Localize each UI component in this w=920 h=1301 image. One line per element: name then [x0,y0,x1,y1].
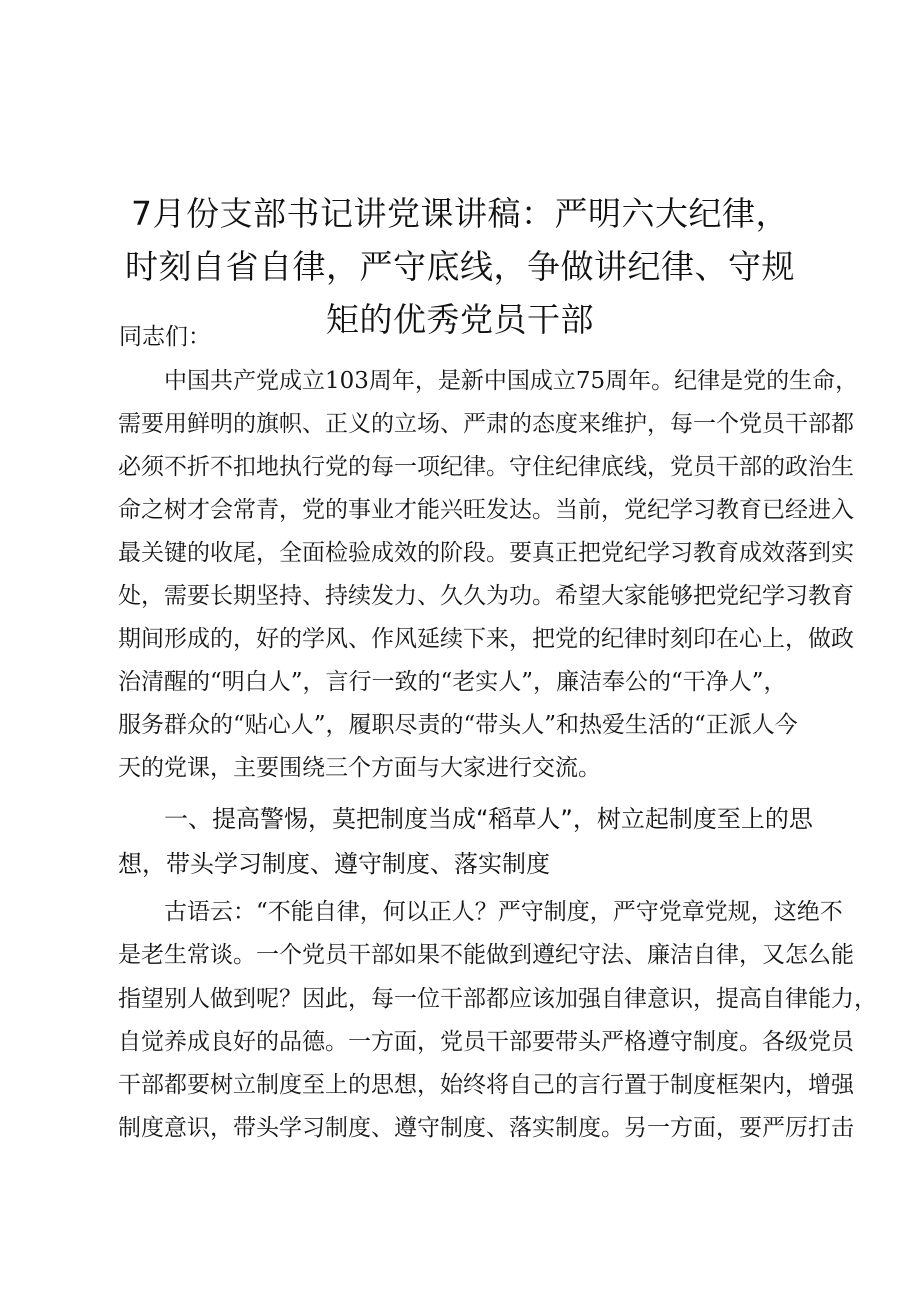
paragraph-line: 最关键的收尾，全面检验成效的阶段。要真正把党纪学习教育成效落到实 [118,540,854,566]
paragraph-line: 是老生常谈。一个党员干部如果不能做到遵纪守法、廉洁自律，又怎么能 [118,942,854,968]
paragraph-line: 指望别人做到呢？因此，每一位干部都应该加强自律意识，提高自律能力， [118,986,877,1012]
title-line: 7月份支部书记讲党课讲稿：严明六大纪律， [131,194,789,234]
paragraph-line: 制度意识，带头学习制度、遵守制度、落实制度。另一方面，要严厉打击 [118,1115,854,1141]
paragraph-line: 需要用鲜明的旗帜、正义的立场、严肃的态度来维护，每一个党员干部都 [118,411,854,437]
heading-line: 一、提高警惕，莫把制度当成“稻草人”，树立起制度至上的思 [164,805,813,833]
paragraph-line: 古语云：“不能自律，何以正人？严守制度，严守党章党规，这绝不 [164,899,843,925]
paragraph-line: 治清醒的“明白人”，言行一致的“老实人”，廉洁奉公的“干净人”， [118,669,787,695]
salutation: 同志们： [119,324,211,350]
paragraph-line: 服务群众的“贴心人”，履职尽责的“带头人”和热爱生活的“正派人今 [118,712,798,738]
paragraph-line: 天的党课，主要围绕三个方面与大家进行交流。 [118,755,601,781]
paragraph-line: 干部都要树立制度至上的思想，始终将自己的言行置于制度框架内，增强 [118,1072,854,1098]
paragraph-line: 自觉养成良好的品德。一方面，党员干部要带头严格遵守制度。各级党员 [118,1029,854,1055]
paragraph-line: 处，需要长期坚持、持续发力、久久为功。希望大家能够把党纪学习教育 [118,583,854,609]
paragraph-line: 期间形成的，好的学风、作风延续下来，把党的纪律时刻印在心上，做政 [118,626,854,652]
paragraph-line: 中国共产党成立103周年，是新中国成立75周年。纪律是党的生命， [164,368,859,394]
document-title [105,187,815,346]
paragraph-line: 命之树才会常青，党的事业才能兴旺发达。当前，党纪学习教育已经进入 [118,497,854,523]
paragraph-line: 必须不折不扣地执行党的每一项纪律。守住纪律底线，党员干部的政治生 [118,454,854,480]
heading-line: 想，带头学习制度、遵守制度、落实制度 [118,850,550,878]
title-line: 矩的优秀党员干部 [326,300,594,340]
title-line: 时刻自省自律，严守底线，争做讲纪律、守规 [125,247,795,287]
